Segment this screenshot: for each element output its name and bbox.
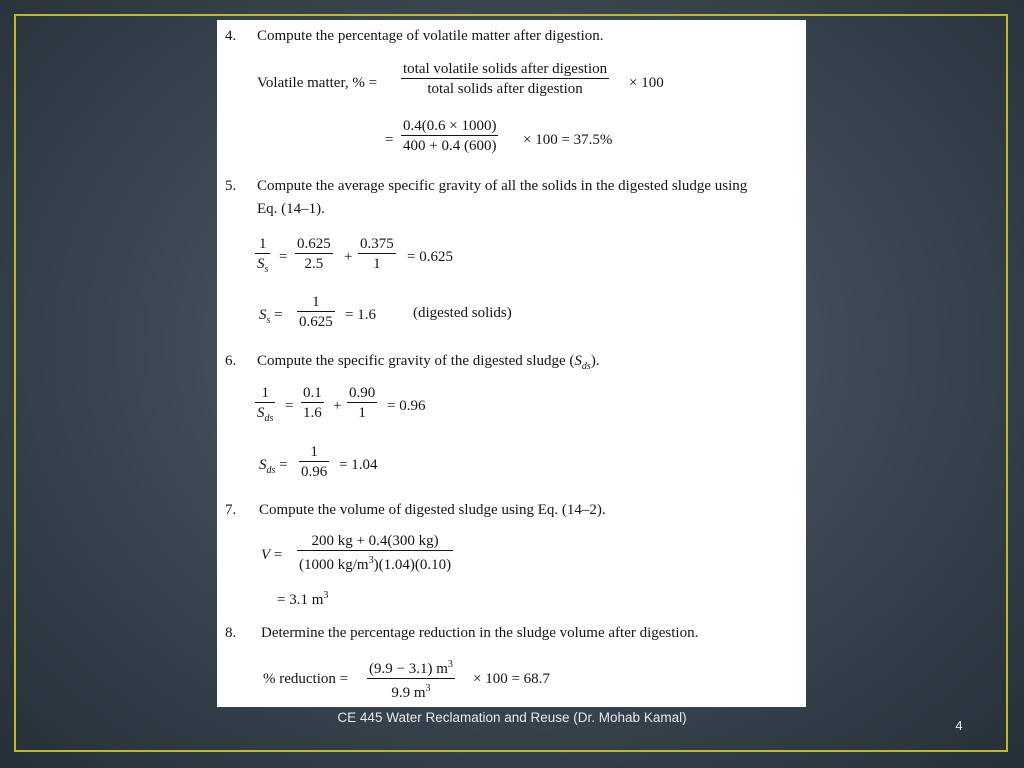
eq4-numerator: total volatile solids after digestion [403,61,608,77]
eq4-denominator-2: 400 + 0.4 (600) [403,138,497,154]
eq7-lhs: V = [261,547,283,563]
eq5-term1-den: 2.5 [304,256,324,272]
eq5-ss-result: = 1.6 [345,307,376,323]
eq5-ss-den: 0.625 [299,314,333,330]
eq7-denominator [297,551,453,575]
eq6-equals: = [285,398,294,414]
eq8-num-text: (9.9 − 3.1) m [369,661,448,677]
eq5-note: (digested solids) [413,305,512,321]
eq5-term1-num: 0.625 [297,236,331,252]
step-6-symbol: S [574,353,582,369]
eq6-lhs-den: $S_{ds}$ [257,405,274,424]
eq4-result: × 100 = 37.5% [523,132,613,148]
eq5-ss-lhs: $S_s$ = [259,307,283,326]
eq7-den-sup: 3 [368,555,374,566]
eq5-result: = 0.625 [407,249,453,265]
eq6-sds-fraction [299,443,329,482]
eq4-equals: = [385,132,394,148]
slide-number: 4 [955,718,963,733]
eq6-sds-lhs: $S_{ds}$ = [259,457,288,476]
eq6-term1-num: 0.1 [303,385,322,401]
eq8-denominator [367,679,455,703]
eq7-numerator: 200 kg + 0.4(300 kg) [297,532,453,551]
eq5-ss-fraction [297,293,335,332]
step-4-heading: Compute the percentage of volatile matter after digestion. [257,28,604,44]
eq5-term2-den: 1 [373,256,381,272]
eq8-numerator [367,656,455,679]
textbook-page-image [217,20,806,707]
eq6-lhs-num: 1 [255,384,275,403]
eq4-lhs: Volatile matter, % = [257,75,378,91]
eq8-result: × 100 = 68.7 [473,671,550,687]
eq5-ss-symbol-sub: s [266,315,271,326]
eq6-sds-result: = 1.04 [339,457,378,473]
eq7-den-a: (1000 kg/m [299,557,369,573]
eq6-term2 [347,384,377,423]
eq5-lhs-numerator: 1 [255,235,270,254]
eq6-plus: + [333,398,342,414]
eq7-result [277,590,328,609]
eq5-symbol: S [257,256,265,272]
eq6-term1-den: 1.6 [303,405,322,421]
step-7-heading: Compute the volume of digested sludge using Eq. (14–2). [259,502,606,518]
eq5-equals: = [279,249,288,265]
eq5-term2-num: 0.375 [360,236,394,252]
step-6-heading-text: Compute the specific gravity of the digested sludge [257,353,566,369]
eq8-num-sup: 3 [447,659,453,670]
step-7-number: 7. [225,502,237,518]
eq6-term2-den: 1 [358,405,366,421]
step-6-heading: Compute the specific gravity of the digested sludge $(S_{ds})$. [257,353,600,372]
step-4-number: 4. [225,28,237,44]
eq6-term2-num: 0.90 [349,385,376,401]
eq5-lhs-denominator [255,254,270,280]
footer-course-title: CE 445 Water Reclamation and Reuse (Dr. Mohab Kamal) [337,710,687,725]
eq8-fraction [367,656,455,703]
eq5-symbol-sub: s [264,264,269,275]
step-5-heading: Compute the average specific gravity of all the solids in the digested sludge using [257,178,748,194]
eq5-plus: + [344,249,353,265]
step-6-number: 6. [225,353,237,369]
eq4-mult: × 100 [629,75,664,91]
eq7-fraction [297,532,453,575]
eq8-lhs: % reduction = [263,671,349,687]
eq6-lhs-fraction [255,384,275,429]
eq6-sds-num: 1 [299,443,329,462]
step-5-heading-cont: Eq. (14–1). [257,201,325,217]
eq8-den-sup: 3 [425,683,431,694]
eq6-sds-den: 0.96 [301,464,328,480]
step-6-symbol-sub: ds [581,361,591,372]
eq7-den-b: )(1.04)(0.10) [373,557,452,573]
eq5-ss-num: 1 [297,293,335,312]
eq8-den-text: 9.9 m [391,685,426,701]
eq5-lhs-fraction [255,235,270,280]
eq7-result-sup: 3 [323,590,329,601]
step-5-number: 5. [225,178,237,194]
eq6-result: = 0.96 [387,398,426,414]
eq4-fraction-2 [401,117,498,156]
eq5-term2 [358,235,396,274]
eq5-term1 [295,235,333,274]
eq6-term1 [301,384,324,423]
step-8-heading: Determine the percentage reduction in the sludge volume after digestion. [261,625,699,641]
eq4-fraction [401,60,609,99]
step-8-number: 8. [225,625,237,641]
eq7-result-text: = 3.1 m [277,592,324,608]
eq5-ss-symbol: S [259,307,267,323]
eq4-numerator-2: 0.4(0.6 × 1000) [403,118,497,134]
eq4-denominator: total solids after digestion [427,81,583,97]
